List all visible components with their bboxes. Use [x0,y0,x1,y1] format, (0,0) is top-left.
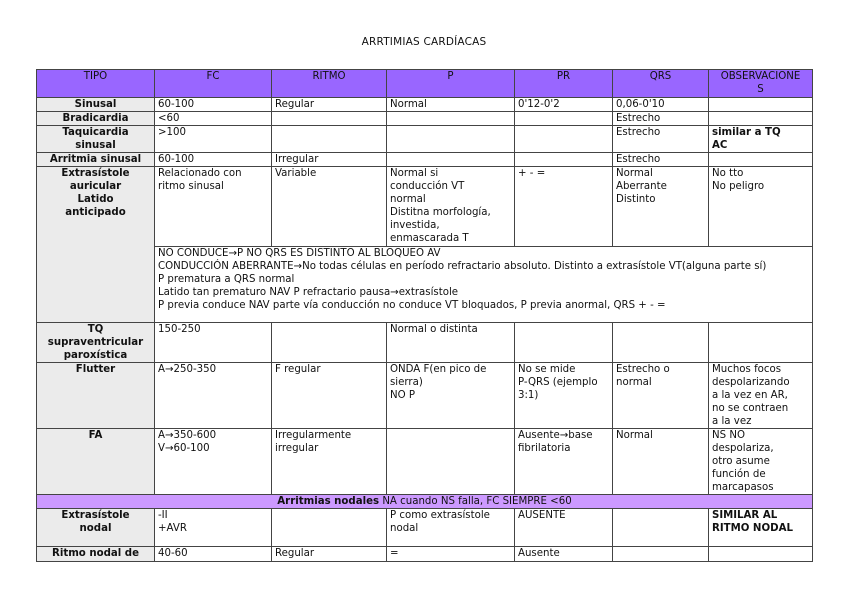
table-cell [387,429,515,495]
table-cell: 0'12-0'2 [515,98,613,112]
column-header: OBSERVACIONE S [709,70,813,98]
table-cell [709,98,813,112]
table-cell: -II +AVR [155,509,272,547]
table-cell [709,153,813,167]
table-cell: Ausente [515,547,613,562]
table-row [37,98,813,112]
table-cell [515,112,613,126]
row-type: TQ supraventricular paroxística [37,323,155,363]
table-cell [613,509,709,547]
table-cell: Irregular [272,153,387,167]
section-text: NA cuando NS falla, FC SIEMPRE <60 [379,496,572,507]
document-title: ARRTIMIAS CARDÍACAS [361,36,487,48]
table-cell: Normal si conducción VT normal Distitna morfología, investida, enmascarada T [387,167,515,247]
row-type: Arritmia sinusal [37,153,155,167]
table-cell: 60-100 [155,153,272,167]
table-cell: A→350-600 V→60-100 [155,429,272,495]
table-cell [515,153,613,167]
section-title: Arritmias nodales [277,496,380,507]
table-cell: + - = [515,167,613,247]
table-cell: NS NO despolariza, otro asume función de marcapasos [709,429,813,495]
table-row [37,509,813,547]
table-cell [387,153,515,167]
table-cell [709,547,813,562]
table-cell: Normal [613,429,709,495]
table-row [37,126,813,153]
table-cell [515,126,613,153]
table-cell: Irregularmente irregular [272,429,387,495]
row-note: NO CONDUCE→P NO QRS ES DISTINTO AL BLOQUEO AV CONDUCCIÓN ABERRANTE→No todas células en período refractario absoluto. Distinto a extrasístole VT(alguna parte sí) P prematura a QRS normal Latido tan prematuro NAV P refractario pausa→extrasístole P previa conduce NAV parte vía conducción no conduce VT bloquados, P previa anormal, QRS + - = [155,247,813,323]
table-row [37,167,813,247]
row-type: Extrasístole nodal [37,509,155,547]
section-heading [37,495,813,509]
table-cell: ONDA F(en pico de sierra) NO P [387,363,515,429]
table-cell [709,323,813,363]
table-cell: Estrecho [613,153,709,167]
row-type: Sinusal [37,98,155,112]
table-row [37,323,813,363]
table-cell: Regular [272,547,387,562]
table-cell [709,112,813,126]
table-cell [272,509,387,547]
table-cell: Estrecho [613,112,709,126]
column-header: P [387,70,515,98]
table-row [37,153,813,167]
table-cell: No se mide P-QRS (ejemplo 3:1) [515,363,613,429]
table-cell: No tto No peligro [709,167,813,247]
table-cell [387,112,515,126]
column-header: PR [515,70,613,98]
table-cell [613,323,709,363]
table-cell: Variable [272,167,387,247]
table-cell: >100 [155,126,272,153]
table-cell: Estrecho [613,126,709,153]
row-type: Extrasístole auricular Latido anticipado [37,167,155,323]
table-cell: Estrecho o normal [613,363,709,429]
table-cell: A→250-350 [155,363,272,429]
table-cell: Ausente→base fibrilatoria [515,429,613,495]
table-cell: Muchos focos despolarizando a la vez en AR, no se contraen a la vez [709,363,813,429]
table-cell: 40-60 [155,547,272,562]
table-cell: 0,06-0'10 [613,98,709,112]
table-cell [272,112,387,126]
row-type: Bradicardia [37,112,155,126]
table-cell: Regular [272,98,387,112]
row-type: Taquicardia sinusal [37,126,155,153]
table-cell [272,323,387,363]
table-cell [515,323,613,363]
table-cell: Normal [387,98,515,112]
table-cell: = [387,547,515,562]
table-cell: similar a TQ AC [709,126,813,153]
row-type: FA [37,429,155,495]
section-row [37,495,813,509]
table-cell: P como extrasístole nodal [387,509,515,547]
table-cell: Relacionado con ritmo sinusal [155,167,272,247]
table-row [37,429,813,495]
column-header: TIPO [37,70,155,98]
table-cell [272,126,387,153]
table-cell [387,126,515,153]
table-cell [613,547,709,562]
column-header: RITMO [272,70,387,98]
table-row [37,547,813,562]
column-header: QRS [613,70,709,98]
table-cell: F regular [272,363,387,429]
table-cell: 60-100 [155,98,272,112]
row-type: Flutter [37,363,155,429]
arrhythmia-table [36,69,813,562]
row-type: Ritmo nodal de [37,547,155,562]
table-cell: 150-250 [155,323,272,363]
table-cell: Normal Aberrante Distinto [613,167,709,247]
table-row [37,112,813,126]
table-cell: <60 [155,112,272,126]
column-header: FC [155,70,272,98]
table-cell: Normal o distinta [387,323,515,363]
table-row [37,363,813,429]
table-cell: AUSENTE [515,509,613,547]
table-cell: SIMILAR AL RITMO NODAL [709,509,813,547]
